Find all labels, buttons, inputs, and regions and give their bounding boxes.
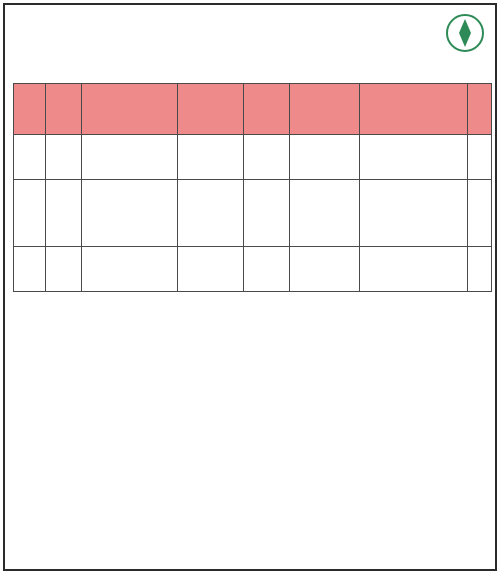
table-header-row xyxy=(14,84,492,135)
table-cell xyxy=(82,180,178,247)
table-cell xyxy=(244,247,290,292)
table-cell xyxy=(290,247,360,292)
column-header xyxy=(360,84,468,135)
table-cell xyxy=(468,180,492,247)
table-row xyxy=(14,247,492,292)
table-cell xyxy=(360,180,468,247)
table-row xyxy=(14,180,492,247)
table-cell xyxy=(178,135,244,180)
table-cell xyxy=(82,247,178,292)
column-header xyxy=(82,84,178,135)
table-cell xyxy=(468,135,492,180)
table-row xyxy=(14,135,492,180)
column-header xyxy=(46,84,82,135)
table-cell xyxy=(290,135,360,180)
table-cell xyxy=(360,247,468,292)
column-header xyxy=(14,84,46,135)
table-cell xyxy=(82,135,178,180)
table-cell xyxy=(14,180,46,247)
column-header xyxy=(290,84,360,135)
table-cell xyxy=(14,135,46,180)
column-header xyxy=(178,84,244,135)
table-cell xyxy=(290,180,360,247)
tender-table xyxy=(13,83,492,292)
table-cell xyxy=(46,135,82,180)
conditions-text xyxy=(17,303,483,306)
table-cell xyxy=(46,180,82,247)
table-cell xyxy=(360,135,468,180)
table-cell xyxy=(244,135,290,180)
column-header xyxy=(468,84,492,135)
document-frame xyxy=(3,3,497,571)
table-cell xyxy=(244,180,290,247)
header xyxy=(13,11,487,67)
table-cell xyxy=(468,247,492,292)
table-cell xyxy=(46,247,82,292)
table-cell xyxy=(14,247,46,292)
table-cell xyxy=(178,180,244,247)
column-header xyxy=(244,84,290,135)
page-title xyxy=(73,13,427,39)
table-cell xyxy=(178,247,244,292)
municipality-logo-icon xyxy=(445,13,485,53)
